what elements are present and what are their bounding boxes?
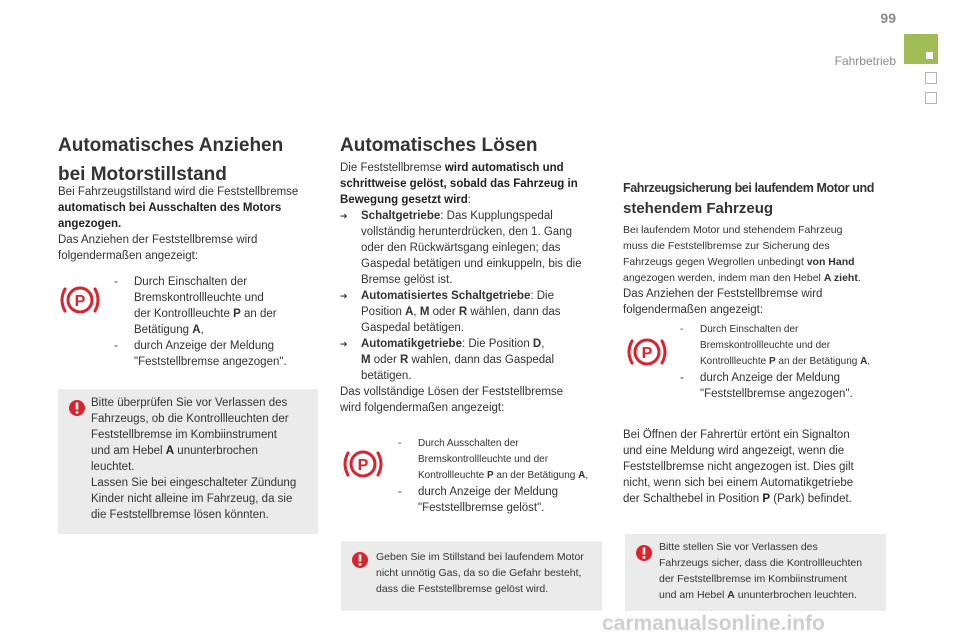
col1-warning-note: Bitte überprüfen Sie vor Verlassen des Fahrzeugs, ob die Kontrollleuchten der Feststellbremse im Kombiinstrument und am Hebel A ununterbrochen leuchtet. Lassen Sie bei eingeschalteter Zündung Kinder nicht alleine im Fahrzeug, da sie die Feststellbremse lösen könnten. bbox=[58, 389, 318, 534]
exclamation-warning-icon bbox=[633, 544, 655, 562]
list-item: ➔ Automatikgetriebe: Die Position D, M oder R wahlen, dann das Gaspedal betätigen. bbox=[340, 338, 555, 382]
list-item: - durch Anzeige der Meldung "Feststellbremse angezogen". bbox=[114, 340, 287, 368]
parking-brake-warning-icon bbox=[341, 446, 385, 482]
col2-title: Automatisches Lösen bbox=[340, 135, 538, 156]
list-item: - durch Anzeige der Meldung "Feststellbremse angezogen". bbox=[680, 372, 853, 400]
col3-title-line1: Fahrzeugsicherung bei laufendem Motor und bbox=[623, 181, 874, 195]
col3-title-line2: stehendem Fahrzeug bbox=[623, 200, 774, 217]
col1-intro bbox=[58, 184, 326, 264]
chapter-tab-empty-2[interactable] bbox=[925, 92, 937, 104]
col2-body: Die Feststellbremse wird automatisch und schrittweise gelöst, sobald das Fahrzeug in Bewegung gesetzt wird: ➔ Schaltgetriebe: Das Kupplungspedal vollständig herunterdrücken, den 1. Gang oder den Rückwärtsgang einlegen; das Gaspedal betätigen und einkuppeln, bis die Bremse gelöst ist. ➔ Automatisiertes Schaltgetriebe: Die Position A, M oder R wählen, dann das Gaspedal betätigen. ➔ Automatikgetriebe: Die Position D, M oder R wahlen, dann das Gaspedal betätigen. Das vollständige Lösen der Feststellbremse wird folgendermaßen angezeigt: bbox=[340, 160, 605, 416]
list-item: ➔ Automatisiertes Schaltgetriebe: Die Position A, M oder R wählen, dann das Gaspedal betätigen. bbox=[340, 290, 561, 334]
col3-warning-note: Bitte stellen Sie vor Verlassen des Fahrzeugs sicher, dass die Kontrollleuchten der Feststellbremse im Kombiinstrument und am Hebel A ununterbrochen leuchten. bbox=[625, 534, 886, 611]
chapter-tab-marker bbox=[926, 52, 933, 59]
page-number: 99 bbox=[880, 10, 896, 26]
col1-heading bbox=[58, 131, 323, 189]
parking-brake-warning-icon bbox=[58, 282, 102, 318]
col1-intro-2: automatisch bei Ausschalten des Motors bbox=[58, 202, 282, 214]
watermark: carmanualsonline.info bbox=[602, 612, 825, 635]
chapter-tab-empty-1[interactable] bbox=[925, 72, 937, 84]
col1-indicator-list bbox=[114, 274, 324, 370]
list-item: ➔ Schaltgetriebe: Das Kupplungspedal vollständig herunterdrücken, den 1. Gang oder den Rückwärtsgang einlegen; das Gaspedal betätigen und einkuppeln, bis die Bremse gelöst ist. bbox=[340, 210, 582, 286]
col1-title-line1: Automatisches Anziehen bbox=[58, 135, 284, 156]
arrow-bullet-icon: ➔ bbox=[340, 211, 348, 221]
section-title: Fahrbetrieb bbox=[834, 54, 896, 68]
col1-intro-1: Bei Fahrzeugstillstand wird die Feststellbremse bbox=[58, 186, 299, 198]
list-item: - Durch Einschalten der Bremskontrollleuchte und der Kontrollleuchte P an der Betätigung A, bbox=[114, 276, 277, 336]
parking-brake-warning-icon bbox=[625, 334, 669, 370]
col1-intro-5: folgendermaßen angezeigt: bbox=[58, 250, 199, 262]
col3-intro: Bei laufendem Motor und stehendem Fahrzeug muss die Feststellbremse zur Sicherung des Fahrzeugs gegen Wegrollen unbedingt von Hand angezogen werden, indem man den Hebel A zieht. Das Anziehen der Feststellbremse wird folgendermaßen angezeigt: bbox=[623, 224, 861, 316]
exclamation-warning-icon bbox=[66, 399, 88, 417]
svg-text:P: P bbox=[641, 345, 653, 362]
col3-heading bbox=[623, 179, 893, 221]
col1-title-line2: bei Motorstillstand bbox=[58, 164, 227, 185]
col1-intro-4: Das Anziehen der Feststellbremse wird bbox=[58, 234, 258, 246]
arrow-bullet-icon: ➔ bbox=[340, 291, 348, 301]
list-item: - durch Anzeige der Meldung "Feststellbremse gelöst". bbox=[398, 486, 559, 514]
col1-intro-3: angezogen. bbox=[58, 218, 122, 230]
svg-text:P: P bbox=[357, 457, 369, 474]
list-item: - Durch Einschalten der Bremskontrollleuchte und der Kontrollleuchte P an der Betätigung A, bbox=[680, 324, 871, 367]
col2-indicator-list bbox=[398, 436, 608, 516]
col3-outro: Bei Öffnen der Fahrertür ertönt ein Signalton und eine Meldung wird angezeigt, wenn die Feststellbremse nicht angezogen ist. Dies gilt nicht, wenn sich bei einem Automatikgetriebe der Schalthebel in Position P (Park) befindet. bbox=[623, 429, 854, 505]
col2-warning-note: Geben Sie im Stillstand bei laufendem Motor nicht unnötig Gas, da so die Gefahr besteht, dass die Feststellbremse gelöst wird. bbox=[341, 541, 602, 611]
chapter-tab[interactable] bbox=[904, 34, 938, 64]
col3-indicator-list bbox=[680, 322, 900, 402]
exclamation-warning-icon bbox=[349, 551, 371, 569]
list-item: - Durch Ausschalten der Bremskontrollleuchte und der Kontrollleuchte P an der Betätigung A, bbox=[398, 438, 589, 481]
arrow-bullet-icon: ➔ bbox=[340, 339, 348, 349]
svg-text:P: P bbox=[74, 293, 86, 310]
